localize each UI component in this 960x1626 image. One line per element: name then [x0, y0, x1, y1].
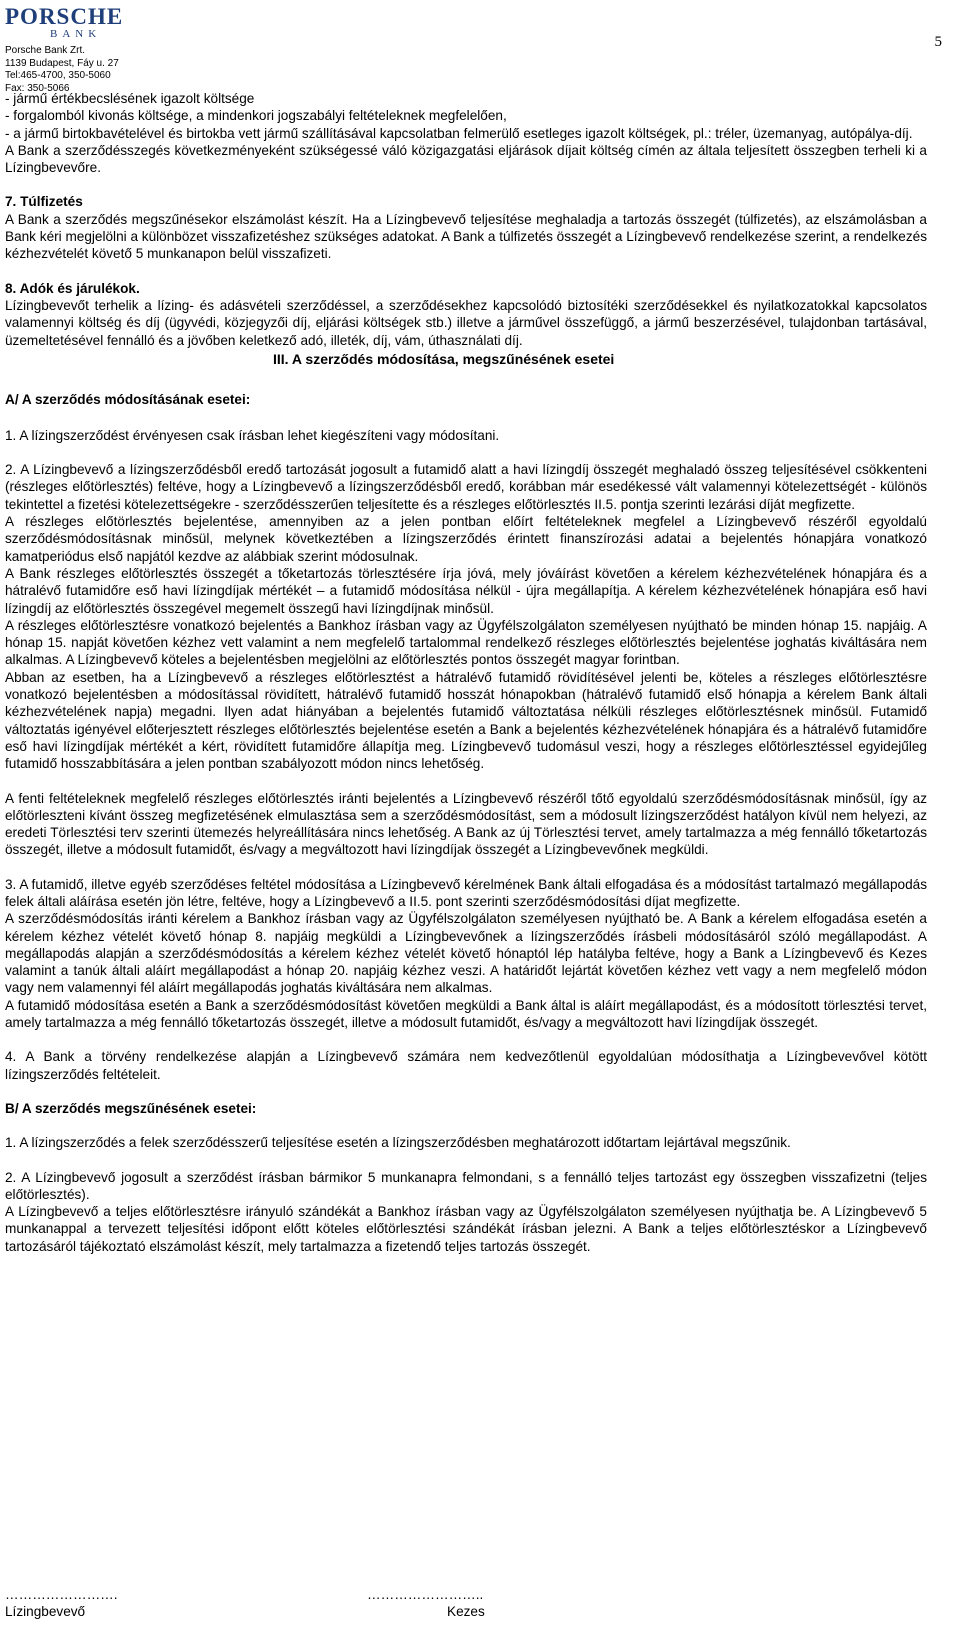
page-number: 5: [934, 34, 942, 50]
document-body: [5, 90, 927, 1255]
numbered-item: 3. A futamidő, illetve egyéb szerződéses feltétel módosítása a Lízingbevevő kérelmének Bank általi elfogadása és a módosítást tartalmazó megállapodás felek általi aláírása esetén jön létre, feltéve, hogy a Lízingbevevő a II.5. pont szerinti szerződésmódosítási díjat megfizette.: [5, 876, 927, 909]
subsection-a-title: A/ A szerződés módosításának esetei:: [5, 391, 251, 407]
paragraph: A fenti feltételeknek megfelelő részleges előtörlesztés iránti bejelentés a Lízingbevevő részéről tőtő egyoldalú szerződésmódosításnak minősül, így az előtörleszteni kívánt összeg megfizetésének elmulasztása sem a szerződésmódosítást, sem a módosult lízingszerződést hatályon kívül nem helyezi, az eredeti Törlesztési terv szerinti ütemezés helyreállítására nincs lehetőség. A Bank az új Törlesztési tervet, amely tartalmazza a még fennálló tőketartozás összegét, illetve a módosult futamidőt, és/vagy a megváltozott havi lízingdíjak összegét a Lízingbevevőnek megküldi.: [5, 790, 927, 858]
cost-item: - forgalomból kivonás költsége, a mindenkori jogszabályi feltételeknek megfelelően,: [5, 108, 507, 124]
address-line: Porsche Bank Zrt.: [5, 45, 86, 56]
paragraph: Lízingbevevőt terhelik a lízing- és adásvételi szerződéssel, a szerződésekhez kapcsolódó biztosítéki szerződésekkel és nyilatkozatokkal kapcsolatos valamennyi költség és díj (ügyvédi, közjegyzői díj, eljárási költségek stb.) illetve a járművel összefüggő, a jármű beszerzésével, tulajdonban tartásával, üzemeltetésével fennálló és a jövőben keletkező adó, illeték, díj, vám, úthasználati díj.: [5, 297, 927, 348]
paragraph: A futamidő módosítása esetén a Bank a szerződésmódosítást követően megküldi a Bank által is aláírt megállapodást, és a módosított törlesztési tervet, amely tartalmazza a még fennálló tőketartozás összegét, illetve a módosult futamidőt, és/vagy a megváltozott havi lízingdíjak összegét.: [5, 997, 927, 1031]
address-line: Fax: 350-5066: [5, 82, 70, 94]
section-heading-7: 7. Túlfizetés: [5, 194, 83, 210]
paragraph: A részleges előtörlesztésre vonatkozó bejelentés a Bankhoz írásban vagy az Ügyfélszolgálaton személyesen nyújtható be minden hónap 15. napjáig. A hónap 15. napját követően kézhez vett valamint a nem megfelelő tartalommal rendelkező részleges előtörlesztés bejelentése joghatás kiváltására nem alkalmas. A Lízingbevevő köteles a bejelentésben megjelölni az előtörlesztés pontos összegét magyar forintban.: [5, 617, 927, 668]
paragraph: A részleges előtörlesztés bejelentése, amennyiben az a jelen pontban előírt feltételeknek megfelel a Lízingbevevő részéről egyoldalú szerződésmódosításnak minősül, melynek következtében a lízingszerződés érintett finanszírozási adatai a bejelentés hónapjára vonatkozó kamatperiódus első napjától kezdve az alábbiak szerint módosulnak.: [5, 514, 927, 564]
porsche-bank-logo: [5, 6, 123, 95]
signature-label: Lízingbevevő: [5, 1604, 86, 1619]
logo-title: PORSCHE: [5, 4, 124, 29]
section-heading-8: 8. Adók és járulékok.: [5, 280, 140, 296]
address-line: 1139 Budapest, Fáy u. 27: [5, 57, 119, 69]
numbered-item: 4. A Bank a törvény rendelkezése alapján a Lízingbevevő számára nem kedvezőtlenül egyoldalúan módosíthatja a Lízingbevevővel kötött lízingszerződés feltételeit.: [5, 1049, 927, 1082]
numbered-item: 1. A lízingszerződés a felek szerződésszerű teljesítése esetén a lízingszerződésben meghatározott időtartam lejártával megszűnik.: [5, 1135, 791, 1151]
signature-line: …………………….: [5, 1587, 118, 1602]
paragraph: A Bank a szerződés megszűnésekor elszámolást készít. Ha a Lízingbevevő teljesítése meghaladja a tartozás összegét (túlfizetés), az elszámolásban a Bank kéri megjelölni a különbözet visszafizetéshez szükséges adatokat. A Bank a túlfizetés összegét a Lízingbevevő rendelkezése szerint, a rendelkezés kézhezvételét követő 5 munkanapon belül visszafizeti.: [5, 211, 927, 262]
paragraph: A szerződésmódosítás iránti kérelem a Bankhoz írásban vagy az Ügyfélszolgálaton személyesen nyújtható be. A Bank a kérelem elfogadása esetén a kérelem kézhez vételét követő hónap 8. napjáig megküldi a Lízingbevevőnek a lízingszerződés írásbeli módosításáról szóló megállapodást. A megállapodás alapján a szerződésmódosítás a kérelem kézhez vételét követő hónaptól lép hatályba feltéve, hogy a Bank a Lízingbevevő és Kezes valamint a tanúk általi aláírt megállapodást a hónap 20. napjáig kézhez veszi. A határidőt lejártát követően kézhez vett vagy a nem megfelelő módon vagy nem valamennyi fél aláírt megállapodás joghatás kiváltására nem alkalmas.: [5, 911, 927, 996]
paragraph: Abban az esetben, ha a Lízingbevevő a részleges előtörlesztést a hátralévő futamidő rövidítésével jelenti be, köteles a részleges előtörlesztésre vonatkozó bejelentésben a módosítással rövidített, hátralévő futamidő hosszát hónapokban (hátralévő futamidő első hónapja a kérelem Bank általi kézhezvételének napja) megadni. Ilyen adat hiányában a bejelentés futamidő változtatása nélküli részleges előtörlesztésnek minősül. Futamidő változtatás igényével előterjesztett részleges előtörlesztés bejelentése esetén a Bank a bejelentés kézhezvételének hónapjára és a hátralévő futamidőre eső havi lízingdíjak mértékét a kért, rövidített futamidőre állapítja meg. Lízingbevevő tudomásul veszi, hogy a részleges előtörlesztéssel egyidejűleg futamidő hosszabbítására a jelen pontban szabályozott módon nincs lehetőség.: [5, 669, 927, 772]
signature-lessee: [5, 1586, 118, 1620]
chapter-title: III. A szerződés módosítása, megszűnésének esetei: [273, 350, 615, 367]
numbered-item: 2. A Lízingbevevő a lízingszerződésből eredő tartozását jogosult a futamidő alatt a havi lízingdíj összegét meghaladó összeg teljesítésével csökkenteni (részleges előtörlesztés) feltéve, hogy a Lízingbevevő a lízingszerződésből eredő, korábban már esedékessé vált valamennyi kötelezettségét - különös tekintettel a fizetési kötelezettségekre - szerződésszerűen teljesítette és a részleges előtörlesztés II.5. pontja szerinti lezárási díját megfizette.: [5, 462, 927, 512]
paragraph: A Lízingbevevő a teljes előtörlesztésre irányuló szándékát a Bankhoz írásban vagy az Ügyfélszolgálaton személyesen nyújthatja be. A Lízingbevevő 5 munkanappal a tervezett teljesítési időpont előtt köteles előtörlesztési szándékát írásban jelezni. A Bank a teljes előtörlesztéskor a Lízingbevevő tartozásáról tájékoztató elszámolást készít, mely tartalmazza a fizetendő teljes tartozás összegét.: [5, 1204, 927, 1254]
numbered-item: 2. A Lízingbevevő jogosult a szerződést írásban bármikor 5 munkanapra felmondani, s a fennálló teljes tartozást egy összegben visszafizetni (teljes előtörlesztés).: [5, 1169, 927, 1202]
cost-item: - jármű értékbecslésének igazolt költsége: [5, 91, 255, 106]
paragraph: A Bank a szerződésszegés következményeként szükségessé váló közigazgatási eljárások díjait költség címén az általa teljesített összegben terheli ki a Lízingbevevőre.: [5, 142, 927, 176]
signature-label: Kezes: [447, 1604, 485, 1619]
signature-line: ……………………..: [367, 1587, 484, 1602]
company-address: [5, 45, 123, 95]
paragraph: A Bank részleges előtörlesztés összegét a tőketartozás törlesztésére írja jóvá, mely jóváírást követően a kérelem kézhezvételének hónapjára és a hátralévő futamidőre eső havi lízingdíjak mértékét – a futamidő módosítása nélkül - újra megállapítja. A kérelem kézhezvételének hónapjára eső havi lízingdíj az előtörlesztés összegével megemelt összegű havi lízingdíjnak minősül.: [5, 565, 927, 616]
numbered-item: 1. A lízingszerződést érvényesen csak írásban lehet kiegészíteni vagy módosítani.: [5, 427, 500, 443]
subsection-b-title: B/ A szerződés megszűnésének esetei:: [5, 1100, 257, 1116]
address-line: Tel:465-4700, 350-5060: [5, 70, 111, 81]
cost-item: - a jármű birtokbavételével és birtokba vett jármű szállításával kapcsolatban felmerülő esetleges igazolt költségek, pl.: tréler, üzemanyag, autópálya-díj.: [5, 125, 913, 141]
signature-guarantor: [367, 1586, 485, 1620]
logo-subtitle: BANK: [50, 28, 102, 40]
chapter-header: [5, 349, 927, 407]
